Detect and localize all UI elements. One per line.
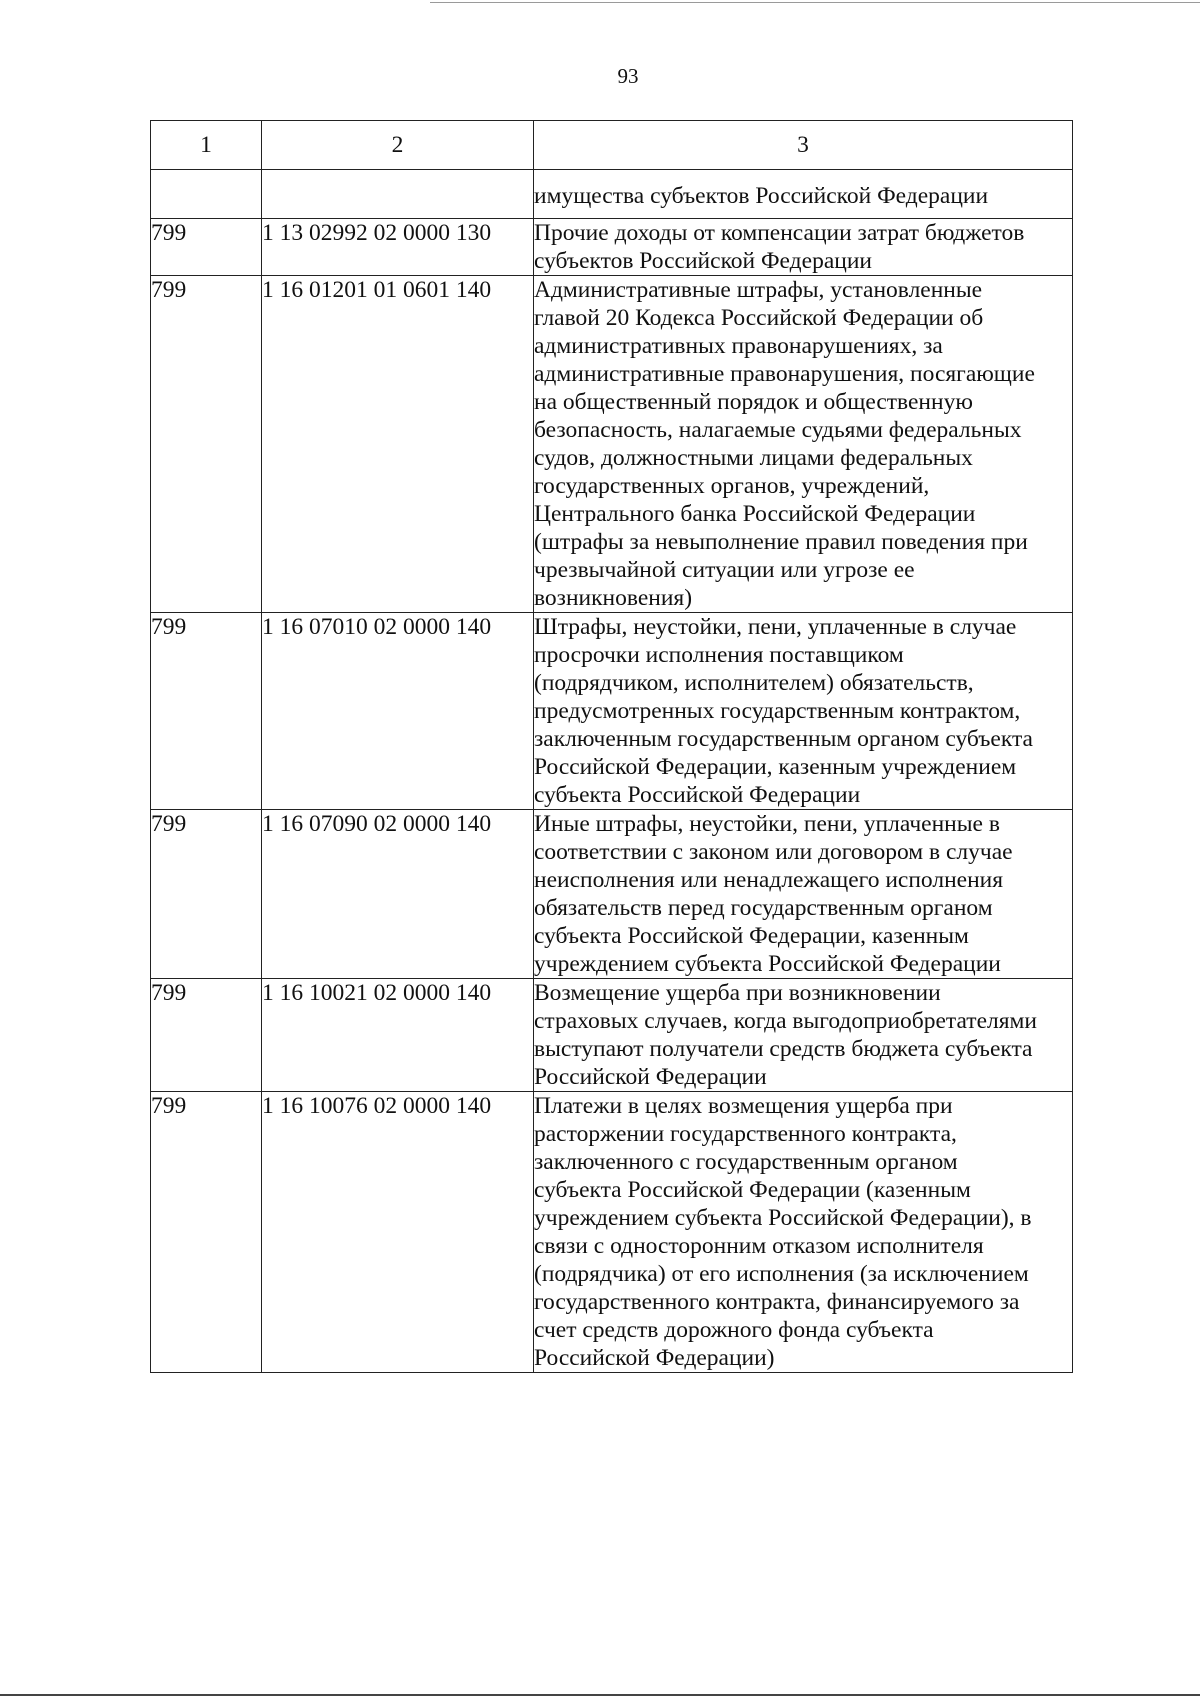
table-row	[151, 276, 1073, 613]
description-line: страховых случаев, когда выгодоприобретателями	[534, 1008, 1037, 1034]
description-line: просрочки исполнения поставщиком	[534, 642, 904, 668]
description-line: административные правонарушения, посягающие	[534, 361, 1035, 387]
description-cell	[534, 613, 1073, 810]
description-cell	[534, 170, 1073, 219]
description-line: Платежи в целях возмещения ущерба при	[534, 1093, 953, 1119]
table-row	[151, 613, 1073, 810]
admin-code-cell: 799	[151, 219, 262, 276]
description-line: на общественный порядок и общественную	[534, 389, 973, 415]
description-line: Возмещение ущерба при возникновении	[534, 980, 941, 1006]
description-line: государственного контракта, финансируемого за	[534, 1289, 1020, 1315]
description-line: административных правонарушениях, за	[534, 333, 943, 359]
description-line: главой 20 Кодекса Российской Федерации об	[534, 305, 984, 331]
description-line: возникновения)	[534, 585, 693, 611]
description-line: субъекта Российской Федерации	[534, 782, 861, 808]
description-line: Российской Федерации)	[534, 1345, 775, 1371]
revenue-code-cell	[262, 170, 534, 219]
description-line: предусмотренных государственным контрактом,	[534, 698, 1021, 724]
column-header-3: 3	[534, 121, 1073, 170]
description-line: Штрафы, неустойки, пени, уплаченные в случае	[534, 614, 1017, 640]
description-cell	[534, 276, 1073, 613]
description-line: неисполнения или ненадлежащего исполнения	[534, 867, 1004, 893]
description-line: субъекта Российской Федерации (казенным	[534, 1177, 971, 1203]
description-line: Иные штрафы, неустойки, пени, уплаченные в	[534, 811, 1000, 837]
table-row	[151, 219, 1073, 276]
header-row	[151, 121, 1073, 170]
description-line: чрезвычайной ситуации или угрозе ее	[534, 557, 915, 583]
admin-code-cell: 799	[151, 1092, 262, 1373]
description-line: выступают получатели средств бюджета субъекта	[534, 1036, 1033, 1062]
description-line: связи с односторонним отказом исполнителя	[534, 1233, 984, 1259]
description-cell	[534, 979, 1073, 1092]
description-line: субъектов Российской Федерации	[534, 248, 872, 274]
admin-code-cell: 799	[151, 810, 262, 979]
revenue-code-cell: 1 13 02992 02 0000 130	[262, 219, 534, 276]
description-line: расторжении государственного контракта,	[534, 1121, 957, 1147]
description-line: (штрафы за невыполнение правил поведения при	[534, 529, 1028, 555]
description-line: Центрального банка Российской Федерации	[534, 501, 976, 527]
admin-code-cell	[151, 170, 262, 219]
description-line: Российской Федерации	[534, 1064, 767, 1090]
admin-code-cell: 799	[151, 276, 262, 613]
description-line: соответствии с законом или договором в случае	[534, 839, 1013, 865]
description-line: Административные штрафы, установленные	[534, 277, 983, 303]
table-row	[151, 1092, 1073, 1373]
revenue-code-cell: 1 16 10076 02 0000 140	[262, 1092, 534, 1373]
description-line: счет средств дорожного фонда субъекта	[534, 1317, 934, 1343]
revenue-code-cell: 1 16 01201 01 0601 140	[262, 276, 534, 613]
table-row	[151, 979, 1073, 1092]
description-line: Российской Федерации, казенным учреждением	[534, 754, 1017, 780]
description-cell	[534, 810, 1073, 979]
description-line: заключенного с государственным органом	[534, 1149, 958, 1175]
admin-code-cell: 799	[151, 613, 262, 810]
description-line: имущества субъектов Российской Федерации	[534, 183, 989, 209]
description-line: учреждением субъекта Российской Федерации), в	[534, 1205, 1032, 1231]
page-number: 93	[617, 64, 639, 88]
description-line: (подрядчика) от его исполнения (за исключением	[534, 1261, 1029, 1287]
scan-edge-bottom	[0, 1694, 1200, 1696]
column-header-2: 2	[262, 121, 534, 170]
table-body	[151, 121, 1073, 1373]
description-line: учреждением субъекта Российской Федерации	[534, 951, 1001, 977]
description-line: судов, должностными лицами федеральных	[534, 445, 973, 471]
revenue-code-cell: 1 16 10021 02 0000 140	[262, 979, 534, 1092]
table-row	[151, 810, 1073, 979]
revenue-codes-table	[150, 120, 1073, 1373]
column-header-1: 1	[151, 121, 262, 170]
description-line: Прочие доходы от компенсации затрат бюджетов	[534, 220, 1025, 246]
description-line: заключенным государственным органом субъекта	[534, 726, 1033, 752]
description-line: государственных органов, учреждений,	[534, 473, 930, 499]
description-line: обязательств перед государственным органом	[534, 895, 993, 921]
revenue-code-cell: 1 16 07010 02 0000 140	[262, 613, 534, 810]
admin-code-cell: 799	[151, 979, 262, 1092]
continuation-row	[151, 170, 1073, 219]
description-cell	[534, 1092, 1073, 1373]
description-line: субъекта Российской Федерации, казенным	[534, 923, 969, 949]
description-cell	[534, 219, 1073, 276]
description-line: (подрядчиком, исполнителем) обязательств,	[534, 670, 974, 696]
scan-edge-top	[430, 2, 1200, 3]
description-line: безопасность, налагаемые судьями федеральных	[534, 417, 1022, 443]
revenue-code-cell: 1 16 07090 02 0000 140	[262, 810, 534, 979]
